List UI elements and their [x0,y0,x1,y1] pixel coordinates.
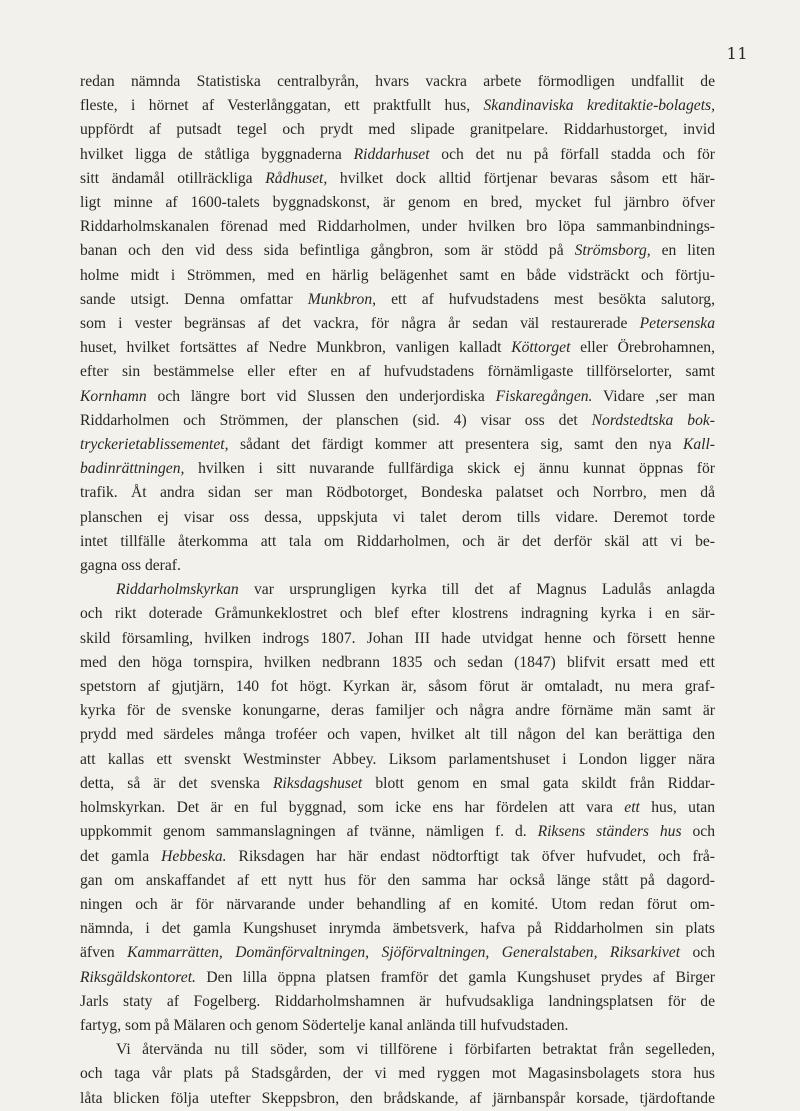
text-run: efter sin bestämmelse eller efter en af hufvudstadens förnämligaste tillförselorter, samt [80,363,715,381]
text-line [80,869,715,893]
text-line [80,385,715,409]
italic-text: Kornhamn [80,387,147,405]
text-run: Vidare ,ser man [592,387,715,405]
text-line [80,360,715,384]
text-run: eller Örebrohamnen, [570,339,715,357]
paragraph [80,1038,715,1111]
text-line [80,118,715,142]
text-line [80,312,715,336]
text-run: trafik. Åt andra sidan ser man Rödbotorget, Bondeska palatset och Norrbro, men då [80,484,715,502]
text-run: ett af hufvudstadens mest besökta salutorg, [376,290,715,308]
text-line [80,554,715,578]
text-run: hus, utan [639,799,715,817]
italic-text: Rådhuset, [265,169,328,187]
text-line [80,94,715,118]
text-run: en liten [650,242,715,260]
text-line [80,1062,715,1086]
text-run: prydd med särdeles många troféer och vapen, hvilket alt till någon del kan berättiga den [80,726,715,744]
text-run: var ursprungligen kyrka till det af Magnus Ladulås anlagda [238,581,715,599]
italic-text: Riksgäldskontoret. [80,968,196,986]
paragraph [80,70,715,578]
text-line [80,602,715,626]
text-run: holme midt i Strömmen, med en härlig belägenhet samt en både vidsträckt och förtju- [80,266,715,284]
text-run: Riddarholmskanalen förenad med Riddarholmen, under hvilken bro löpa sammanbindnings- [80,218,715,236]
text-line [80,1014,715,1038]
text-line [80,699,715,723]
text-line [80,651,715,675]
text-run: Vi återvända nu till söder, som vi tillförene i förbifarten betraktat från segelleden, [116,1041,715,1059]
italic-text: tryckerietablissementet, [80,436,229,454]
text-line [80,675,715,699]
italic-text: Strömsborg, [574,242,651,260]
text-run: huset, hvilket fortsättes af Nedre Munkbron, vanligen kalladt [80,339,512,357]
text-run: detta, så är det svenska [80,774,274,792]
text-line [80,990,715,1014]
text-line [80,820,715,844]
italic-text: Munkbron, [307,290,377,308]
italic-text: Köttorget [511,339,571,357]
text-run: banan och den vid dess sida befintliga gångbron, som är stödd på [80,242,575,260]
text-run: och längre bort vid Slussen den underjordiska [146,387,496,405]
text-run: hvilket ligga de ståtliga byggnaderna [80,145,354,163]
text-line [80,845,715,869]
text-line [80,481,715,505]
italic-text: ett [624,799,640,817]
text-run: uppfördt af putsadt tegel och prydt med slipade granitpelare. Riddarhustorget, invid [80,121,715,139]
text-run: uppkommit genom sammanslagningen af tvänne, nämligen f. d. [80,823,538,841]
text-line [80,966,715,990]
italic-text: Riddarhuset [353,145,430,163]
text-run: skild församling, hvilken indrogs 1807. Johan III hade utvidgat henne och försett henne [80,629,715,647]
text-line [80,143,715,167]
text-line [80,578,715,602]
italic-text: Riksdagshuset [273,774,363,792]
text-line [80,772,715,796]
text-line [80,70,715,94]
text-run: planschen ej visar oss dessa, uppskjuta vi talet derom tills vidare. Deremot torde [80,508,715,526]
text-run: och det nu på förfall stadda och för [429,145,715,163]
text-run: gagna oss deraf. [80,557,181,575]
text-line [80,506,715,530]
body-text [80,70,715,1111]
text-run: och [681,823,715,841]
text-line [80,264,715,288]
text-line [80,748,715,772]
text-line [80,530,715,554]
text-line [80,941,715,965]
text-run: Riksdagen har här endast nödtorftigt tak öfver hufvudet, och frå- [226,847,715,865]
text-run: och [680,944,715,962]
text-run: att kallas ett svenskt Westminster Abbey. Liksom parlamentshuset i London ligger nära [80,750,715,768]
text-line [80,457,715,481]
text-line [80,288,715,312]
text-run: nämnda, i det gamla Kungshuset inrymda ämbetsverk, hafva på Riddarholmen sin plats [80,920,715,938]
text-run: sitt ändamål otillräckliga [80,169,266,187]
text-run: gan om anskaffandet af ett nytt hus för den samma har också länge stått på dagord- [80,871,715,889]
text-run: hvilket dock alltid förtjenar bevaras såsom ett här- [327,169,715,187]
text-line [80,893,715,917]
text-run: kyrka för de svenske konungarne, deras familjer och några andre förnäme män samt är [80,702,715,720]
text-run: Riddarholmen och Strömmen, der planschen (sid. 4) visar oss det [80,411,592,429]
text-run: ligt minne af 1600-talets byggnadskonst, är genom en bred, mycket ful järnbro öfver [80,194,715,212]
text-run: äfven [80,944,128,962]
text-run: fleste, i hörnet af Vesterlånggatan, ett praktfullt hus, [80,97,484,115]
text-run: intet tillfälle återkomma att tala om Riddarholmen, och är det derför skäl att vi be- [80,532,715,550]
text-line [80,1038,715,1062]
italic-text: Riksens ständers hus [537,823,682,841]
text-run: det gamla [80,847,162,865]
text-run: spetstorn af gjutjärn, 140 fot högt. Kyrkan är, såsom förut är omtaladt, nu mera graf- [80,678,715,696]
italic-text: Nordstedtska bok- [591,411,715,429]
text-line [80,167,715,191]
italic-text: Hebbeska. [161,847,227,865]
text-line [80,1087,715,1111]
text-run: blott genom en smal gata skildt från Riddar- [362,774,715,792]
text-run: med den höga tornspira, hvilken nedbrann 1835 och sedan (1847) blifvit ersatt med ett [80,653,715,671]
text-line [80,723,715,747]
text-line [80,215,715,239]
italic-text: badinrättningen, [80,460,185,478]
text-run: ningen och är för närvarande under behandling af en komité. Utom redan förut om- [80,895,715,913]
page-number: 11 [726,44,748,63]
text-run: och taga vår plats på Stadsgården, der vi med ryggen mot Magasinsbolagets stora hus [80,1065,715,1083]
text-run: redan nämnda Statistiska centralbyrån, hvars vackra arbete förmodligen undfallit de [80,73,715,90]
text-run: Jarls staty af Fogelberg. Riddarholmshamnen är hufvudsakliga landningsplatsen för de [80,992,715,1010]
text-line [80,239,715,263]
italic-text: Skandinaviska kreditaktie-bolagets, [483,97,715,115]
text-line [80,191,715,215]
text-line [80,796,715,820]
italic-text: Petersenska [639,315,715,333]
text-run: hvilken i sitt nuvarande fullfärdiga skick ej ännu kunnat öppnas för [184,460,715,478]
paragraph [80,578,715,1038]
text-run: låta blicken följa utefter Skeppsbron, den brådskande, af järnbanspår korsade, tjärdoftande [80,1089,715,1107]
text-run: sådant det färdigt kommer att presentera sig, samt den nya [228,436,683,454]
text-run: holmskyrkan. Det är en ful byggnad, som icke ens har fördelen att vara [80,799,625,817]
italic-text: Riddarholmskyrkan [116,581,239,599]
italic-text: Kammarrätten, Domänförvaltningen, Sjöförvaltningen, Generalstaben, Riksarkivet [127,944,681,962]
italic-text: Fiskaregången. [495,387,593,405]
text-run: sande utsigt. Denna omfattar [80,290,308,308]
italic-text: Kall- [682,436,715,454]
text-line [80,433,715,457]
text-line [80,336,715,360]
text-run: som i vester begränsas af det vackra, för några år sedan väl restaurerade [80,315,640,333]
text-line [80,409,715,433]
text-line [80,627,715,651]
text-run: fartyg, som på Mälaren och genom Södertelje kanal anlända till hufvudstaden. [80,1016,569,1034]
text-run: Den lilla öppna platsen framför det gamla Kungshuset prydes af Birger [195,968,715,986]
text-run: och rikt doterade Gråmunkeklostret och blef efter klostrens indragning kyrka i en sär- [80,605,715,623]
text-line [80,917,715,941]
